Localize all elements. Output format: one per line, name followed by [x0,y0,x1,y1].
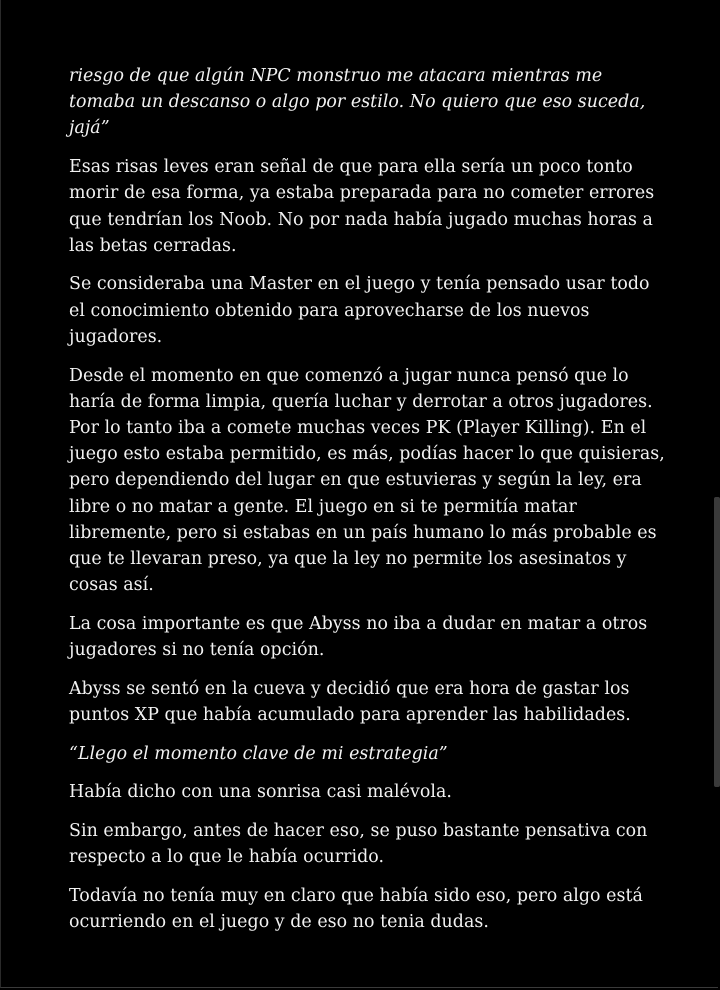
scrollbar-thumb[interactable] [714,497,720,787]
paragraph-1: riesgo de que algún NPC monstruo me atacara mientras me tomaba un descanso o algo por estilo. No quiero que eso suceda, jajá” [69,66,646,139]
paragraph-3: Se consideraba una Master en el juego y tenía pensado usar todo el conocimiento obtenido para aprovecharse de los nuevos jugadores. [69,274,650,347]
paragraph-2: Esas risas leves eran señal de que para ella sería un poco tonto morir de esa forma, ya estaba preparada para no cometer errores que tendrían los Noob. No por nada había jugado muchas horas a las betas cerradas. [69,157,655,256]
paragraph-8: Había dicho con una sonrisa casi malévola. [69,782,452,803]
paragraph-5: La cosa importante es que Abyss no iba a dudar en matar a otros jugadores si no tenía opción. [69,613,648,661]
paragraph-10: Todavía no tenía muy en claro que había sido eso, pero algo está ocurriendo en el juego y de eso no tenia dudas. [69,885,643,933]
paragraph-7: “Llego el momento clave de mi estrategia” [69,743,448,764]
document-body [69,63,669,948]
paragraph-4: Desde el momento en que comenzó a jugar nunca pensó que lo haría de forma limpia, quería luchar y derrotar a otros jugadores. Por lo tanto iba a comete muchas veces PK (Player Killing). En el juego esto estaba permitido, es más, podías hacer lo que quisieras, pero dependiendo del lugar en que estuvieras y según la ley, era libre o no matar a gente. El juego en si te permitía matar libremente, pero si estabas en un país humano lo más probable es que te llevaran preso, ya que la ley no permite los asesinatos y cosas así. [69,365,665,596]
paragraph-6: Abyss se sentó en la cueva y decidió que era hora de gastar los puntos XP que había acumulado para aprender las habilidades. [69,678,631,725]
paragraph-9: Sin embargo, antes de hacer eso, se puso bastante pensativa con respecto a lo que le había ocurrido. [69,821,648,868]
